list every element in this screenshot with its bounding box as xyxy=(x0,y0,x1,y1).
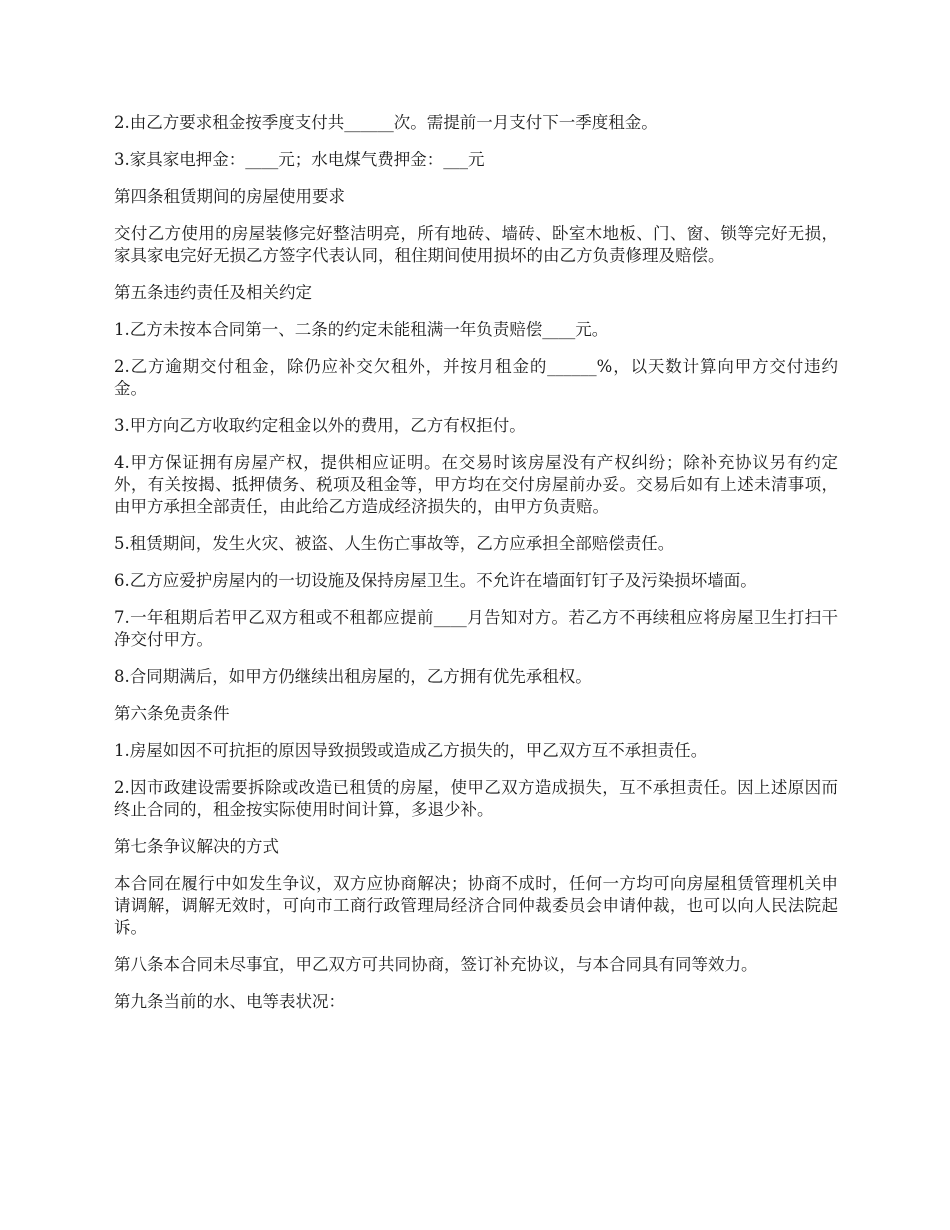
clause-force-majeure: 1.房屋如因不可抗拒的原因导致损毁或造成乙方损失的，甲乙双方互不承担责任。 xyxy=(114,741,708,760)
clause-house-condition: 交付乙方使用的房屋装修完好整洁明亮，所有地砖、墙砖、卧室木地板、门、窗、锁等完好无损，家具家电完好无损乙方签字代表认同，租住期间使用损坏的由乙方负责修理及赔偿。 xyxy=(114,224,838,265)
clause-property-rights: 4.甲方保证拥有房屋产权，提供相应证明。在交易时该房屋没有产权纠纷；除补充协议另有约定外，有关按揭、抵押债务、税项及租金等，甲方均在交付房屋前办妥。交易后如有上述未清事项，由甲方承担全部责任，由此给乙方造成经济损失的，由甲方负责赔。 xyxy=(114,453,838,516)
section-heading-article-5: 第五条违约责任及相关约定 xyxy=(114,283,312,302)
clause-renewal-notice: 7.一年租期后若甲乙双方租或不租都应提前____月告知对方。若乙方不再续租应将房屋卫生打扫干净交付甲方。 xyxy=(114,608,838,649)
clause-deposits: 3.家具家电押金：____元；水电煤气费押金：___元 xyxy=(114,150,485,169)
clause-municipal-demolition: 2.因市政建设需要拆除或改造已租赁的房屋，使甲乙双方造成损失，互不承担责任。因上述原因而终止合同的，租金按实际使用时间计算，多退少补。 xyxy=(114,778,838,819)
clause-accident-liability: 5.租赁期间，发生火灾、被盗、人生伤亡事故等，乙方应承担全部赔偿责任。 xyxy=(114,534,675,553)
section-heading-article-6: 第六条免责条件 xyxy=(114,704,230,723)
section-article-8: 第八条本合同未尽事宜，甲乙双方可共同协商，签订补充协议，与本合同具有同等效力。 xyxy=(114,955,758,974)
clause-late-payment: 2.乙方逾期交付租金，除仍应补交欠租外，并按月租金的______%，以天数计算向甲方交付违约金。 xyxy=(114,357,838,398)
clause-breach-compensation: 1.乙方未按本合同第一、二条的约定未能租满一年负责赔偿____元。 xyxy=(114,320,609,339)
clause-house-care: 6.乙方应爱护房屋内的一切设施及保持房屋卫生。不允许在墙面钉钉子及污染损坏墙面。 xyxy=(114,571,757,590)
section-heading-article-4: 第四条租赁期间的房屋使用要求 xyxy=(114,187,345,206)
contract-body xyxy=(114,112,838,1028)
clause-priority-lease: 8.合同期满后，如甲方仍继续出租房屋的，乙方拥有优先承租权。 xyxy=(114,667,592,686)
section-heading-article-9: 第九条当前的水、电等表状况： xyxy=(114,992,345,1011)
clause-refuse-extra-fees: 3.甲方向乙方收取约定租金以外的费用，乙方有权拒付。 xyxy=(114,416,526,435)
clause-rent-quarterly: 2.由乙方要求租金按季度支付共______次。需提前一月支付下一季度租金。 xyxy=(114,113,658,132)
clause-dispute-resolution: 本合同在履行中如发生争议，双方应协商解决；协商不成时，任何一方均可向房屋租赁管理机关申请调解，调解无效时，可向市工商行政管理局经济合同仲裁委员会申请仲裁，也可以向人民法院起诉。 xyxy=(114,874,838,937)
section-heading-article-7: 第七条争议解决的方式 xyxy=(114,837,279,856)
